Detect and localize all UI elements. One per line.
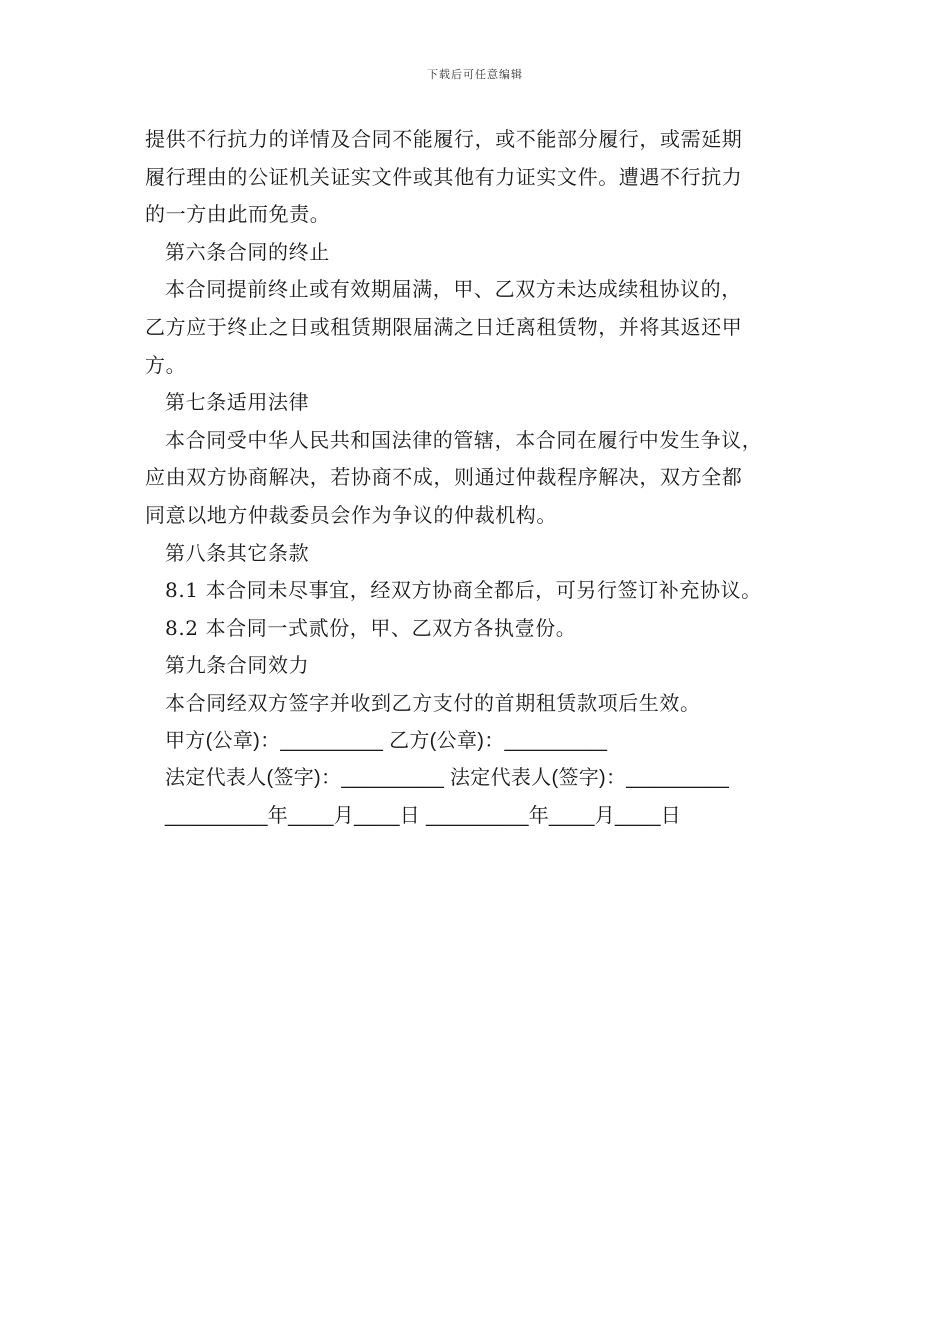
section-heading: 第八条其它条款: [165, 540, 310, 565]
paragraph-line: 应由双方协商解决，若协商不成，则通过仲裁程序解决，双方全都: [145, 465, 743, 490]
clause-line: 8.2 本合同一式贰份，甲、乙双方各执壹份。: [165, 615, 577, 640]
clause-line: 8.1 本合同未尽事宜，经双方协商全都后，可另行签订补充协议。: [165, 578, 762, 603]
paragraph-line: 本合同提前终止或有效期届满，甲、乙双方未达成续租协议的，: [165, 277, 742, 302]
page-header: 下载后可任意编辑: [427, 68, 523, 81]
paragraph-line: 乙方应于终止之日或租赁期限届满之日迁离租赁物，并将其返还甲: [145, 314, 743, 339]
document-body: [145, 121, 810, 835]
paragraph-line: 提供不行抗力的详情及合同不能履行，或不能部分履行，或需延期: [145, 127, 743, 151]
paragraph-line: 的一方由此而免责。: [145, 202, 331, 227]
paragraph-line: 履行理由的公证机关证实文件或其他有力证实文件。遭遇不行抗力: [145, 164, 743, 189]
paragraph-line: 同意以地方仲裁委员会作为争议的仲裁机构。: [145, 502, 557, 527]
section-heading: 第九条合同效力: [165, 653, 310, 678]
paragraph-line: 方。: [145, 352, 187, 377]
date-line: _________年____月____日 _________年____月____日: [165, 804, 682, 827]
paragraph-line: 本合同受中华人民共和国法律的管辖，本合同在履行中发生争议，: [165, 427, 763, 452]
signature-line: 法定代表人(签字)：_________ 法定代表人(签字)：_________: [165, 767, 730, 790]
section-heading: 第六条合同的终止: [165, 239, 330, 264]
section-heading: 第七条适用法律: [165, 390, 310, 415]
paragraph-line: 本合同经双方签字并收到乙方支付的首期租赁款项后生效。: [165, 690, 701, 715]
seal-line: 甲方(公章)：_________ 乙方(公章)：_________: [165, 729, 608, 752]
